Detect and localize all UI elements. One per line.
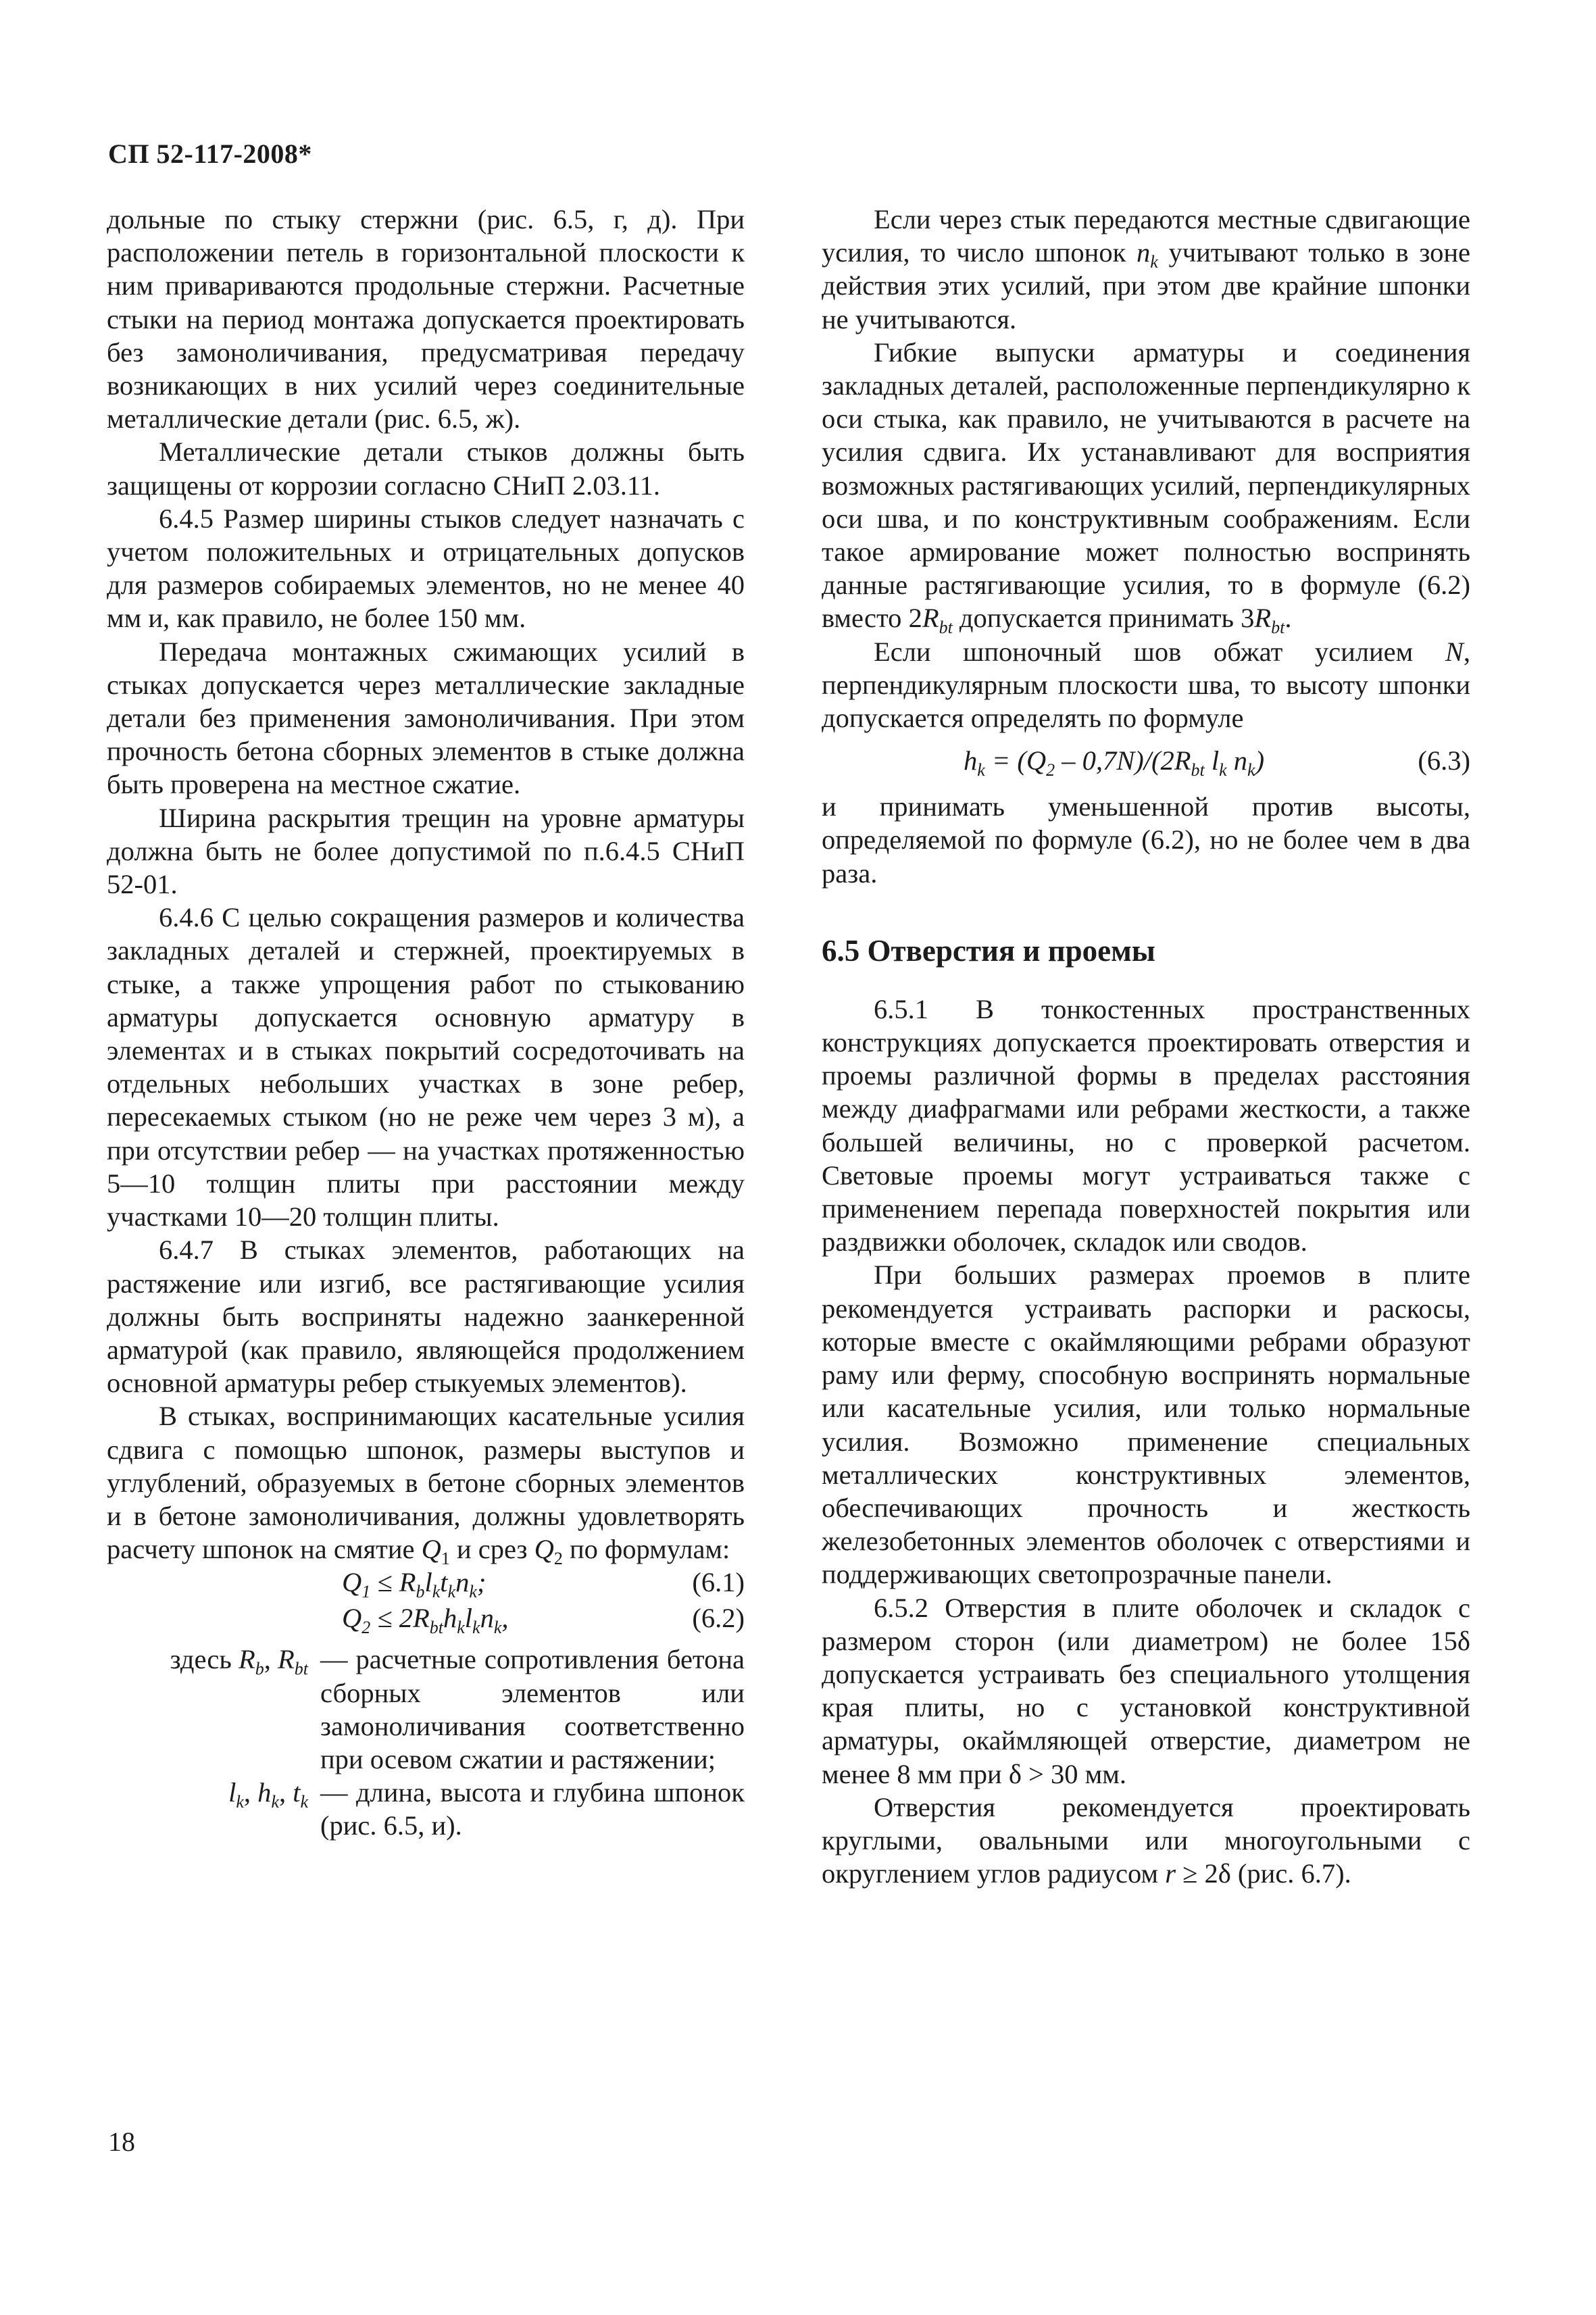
formula-number: (6.3) bbox=[1418, 745, 1470, 776]
paragraph: дольные по стыку стержни (рис. 6.5, г, д). При расположении петель в горизонтальной плоскости к ним привариваются продольные стержни. Расчетные стыки на период монтажа допускается проектировать без замоноличивания, предусматривая передачу возникающих в них усилий через соединительные металлические детали (рис. 6.5, ж). bbox=[107, 204, 745, 434]
paragraph: Если через стык передаются местные сдвигающие усилия, то число шпонок $n_k$ учитывают только в зоне действия этих усилий, при этом две крайние шпонки не учитываются. bbox=[822, 204, 1471, 334]
paragraph: При больших размерах проемов в плите рекомендуется устраивать распорки и раскосы, которые вместе с окаймляющими ребрами образуют раму или ферму, способную воспринять нормальные или касательные усилия, или только нормальные усилия. Возможно применение специальных металлических конструктивных элементов, обеспечивающих прочность и жесткость железобетонных элементов оболочек с отверстиями и поддерживающих светопрозрачные панели. bbox=[822, 1260, 1470, 1590]
formula-6-2: $Q_2 \le 2R_{bt}h_kl_kn_k$, (6.2) bbox=[342, 1603, 745, 1638]
section-heading: 6.5 Отверстия и проемы bbox=[822, 933, 1155, 968]
formula-number: (6.2) bbox=[692, 1603, 745, 1634]
formula-number: (6.1) bbox=[692, 1567, 745, 1598]
paragraph-6-4-6: 6.4.6 С целью сокращения размеров и количества закладных деталей и стержней, проектируемых в стыке, а также упрощения работ по стыкованию арматуры допускается основную арматуру в элементах и в стыках покрытий сосредоточивать на отдельных небольших участках в зоне ребер, пересекаемых стыком (но не реже чем через 3 м), а при отсутствии ребер — на участках протяженностью 5—10 толщин плиты при расстоянии между участками 10—20 толщин плиты. bbox=[107, 902, 745, 1233]
paragraph-6-5-1: 6.5.1 В тонкостенных пространственных конструкциях допускается проектировать отверстия и проемы различной формы в пределах расстояния между диафрагмами или ребрами жесткости, а также большей величины, но с проверкой расчетом. Световые проемы могут устраиваться также с применением перепада поверхностей покрытия или раздвижки оболочек, складок или сводов. bbox=[822, 993, 1470, 1258]
paragraph: Отверстия рекомендуется проектировать круглыми, овальными или многоугольными с округлением углов радиусом r ≥ 2δ (рис. 6.7). bbox=[822, 1791, 1470, 1889]
paragraph: Если шпоночный шов обжат усилием N, перпендикулярным плоскости шва, то высоту шпонки допускается определять по формуле bbox=[822, 636, 1470, 734]
paragraph: Ширина раскрытия трещин на уровне арматуры должна быть не более допустимой по п.6.4.5 СНиП 52-01. bbox=[107, 802, 745, 900]
definition-row: $l_k$, $h_k$, $t_k$ — длина, высота и глубина шпонок (рис. 6.5, и). bbox=[228, 1777, 745, 1841]
document-header: СП 52-117-2008* bbox=[108, 139, 312, 169]
definition-row: здесь $R_b$, $R_{bt}$ — расчетные сопротивления бетона сборных элементов или замоноличивания соответственно при осевом сжатии и растяжении; bbox=[170, 1644, 745, 1774]
symbol-definitions bbox=[107, 1643, 745, 1842]
paragraph-6-4-7: 6.4.7 В стыках элементов, работающих на растяжение или изгиб, все растягивающие усилия должны быть восприняты надежно заанкеренной арматурой (как правило, являющейся продолжением основной арматуры ребер стыкуемых элементов). bbox=[107, 1235, 745, 1399]
formula-6-3: $h_k = (Q_2 - 0,7N)/(2R_{bt}$ $l_k$ $n_k$) (6.3) bbox=[964, 745, 1470, 780]
formula-6-1: $Q_1 \le R_bl_kt_kn_k$; (6.1) bbox=[342, 1567, 745, 1602]
left-column bbox=[107, 203, 745, 1843]
right-column bbox=[822, 203, 1470, 1890]
paragraph-6-4-5: 6.4.5 Размер ширины стыков следует назначать с учетом положительных и отрицательных допусков для размеров собираемых элементов, но не менее 40 мм и, как правило, не более 150 мм. bbox=[107, 503, 745, 634]
paragraph: и принимать уменьшенной против высоты, определяемой по формуле (6.2), но не более чем в два раза. bbox=[822, 791, 1470, 889]
paragraph: Гибкие выпуски арматуры и соединения закладных деталей, расположенные перпендикулярно к оси стыка, как правило, не учитываются в расчете на усилия сдвига. Их устанавливают для восприятия возможных растягивающих усилий, перпендикулярных оси шва, и по конструктивным соображениям. Если такое армирование может полностью воспринять данные растягивающие усилия, то в формуле (6.2) вместо $2R_{bt}$ допускается принимать $3R_{bt}$. bbox=[822, 337, 1470, 638]
paragraph: Передача монтажных сжимающих усилий в стыках допускается через металлические закладные детали без применения замоноличивания. При этом прочность бетона сборных элементов в стыке должна быть проверена на местное сжатие. bbox=[107, 636, 745, 800]
page-number: 18 bbox=[108, 2126, 135, 2157]
paragraph: Металлические детали стыков должны быть защищены от коррозии согласно СНиП 2.03.11. bbox=[107, 437, 745, 501]
paragraph-6-5-2: 6.5.2 Отверстия в плите оболочек и складок с размером сторон (или диаметром) не более 15δ допускается устраивать без специального утолщения края плиты, но с установкой конструктивной арматуры, окаймляющей отверстие, диаметром не менее 8 мм при δ > 30 мм. bbox=[822, 1592, 1470, 1789]
paragraph: В стыках, воспринимающих касательные усилия сдвига с помощью шпонок, размеры выступов и углублений, образуемых в бетоне сборных элементов и в бетоне замоноличивания, должны удовлетворять расчету шпонок на смятие $Q_1$ и срез $Q_2$ по формулам: bbox=[107, 1401, 745, 1569]
